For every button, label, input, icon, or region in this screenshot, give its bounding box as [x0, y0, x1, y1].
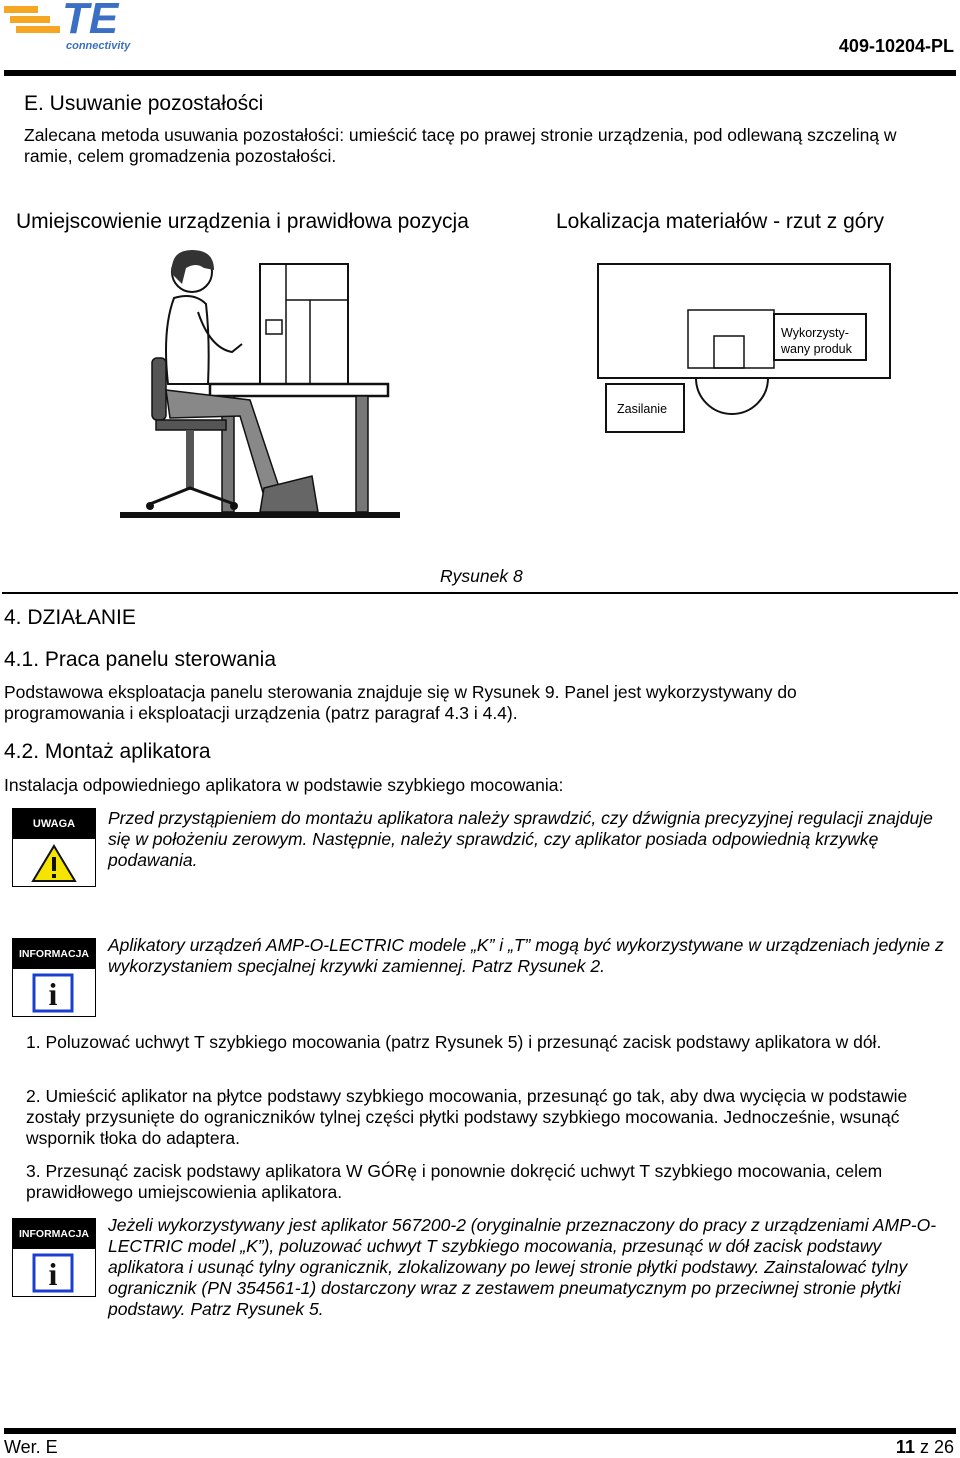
section-42-title: 4.2. Montaż aplikatora	[4, 740, 211, 763]
step-3: 3. Przesunąć zacisk podstawy aplikatora W GÓRę i ponownie dokręcić uchwyt T szybkiego mocowania, celem prawidłowego umiejscowienia aplikatora.	[26, 1161, 883, 1202]
footer-rule	[4, 1428, 956, 1434]
info-box-2	[12, 1218, 96, 1297]
section-e-title: E. Usuwanie pozostałości	[24, 92, 264, 115]
figure-caption: Rysunek 8	[440, 566, 523, 586]
header-rule	[4, 70, 956, 76]
svg-text:i: i	[48, 1256, 58, 1292]
info-label-1: INFORMACJA	[13, 939, 95, 969]
footer-revision	[4, 1437, 58, 1458]
operator-workstation-illustration	[110, 240, 410, 525]
figure-left-title: Umiejscowienie urządzenia i prawidłowa pozycja	[16, 210, 469, 233]
svg-text:i: i	[48, 976, 58, 1012]
step-2: 2. Umieścić aplikator na płytce podstawy szybkiego mocowania, przesunąć go tak, aby dwa wycięcia w podstawie zostały przysunięte do ograniczników tylnej części płytki podstawy szybkiego mocowania. Jednocześnie, wsunąć wspornik tłoka do adaptera.	[26, 1086, 908, 1148]
label-product-line-1: Wykorzysty-	[781, 326, 849, 340]
section-41-title: 4.1. Praca panelu sterowania	[4, 648, 277, 671]
footer-page-number: 11	[895, 1437, 915, 1457]
warning-triangle-icon	[31, 843, 77, 883]
doc-number: 409-10204-PL	[838, 36, 954, 56]
section-4-title: 4. DZIAŁANIE	[4, 606, 136, 629]
logo-subtitle: connectivity	[66, 40, 131, 52]
label-power-supply: Zasilanie	[617, 402, 668, 416]
footer-revision-text: Wer. E	[4, 1437, 58, 1457]
info-icon	[32, 1253, 74, 1293]
logo-wordmark: TE	[62, 0, 119, 43]
footer-page-total: z 26	[919, 1437, 954, 1457]
section-42-text: Instalacja odpowiedniego aplikatora w podstawie szybkiego mocowania:	[4, 775, 564, 795]
figure-right-title: Lokalizacja materiałów - rzut z góry	[556, 210, 884, 233]
info-icon	[32, 973, 74, 1013]
footer-page	[896, 1437, 954, 1458]
step-1: 1. Poluzować uchwyt T szybkiego mocowania (patrz Rysunek 5) i przesunąć zacisk podstawy aplikatora w dół.	[26, 1032, 882, 1052]
info-label-2: INFORMACJA	[13, 1219, 95, 1249]
info-box-1	[12, 938, 96, 1017]
label-product-line-2: wany produk	[781, 342, 852, 356]
info-text-2: Jeżeli wykorzystywany jest aplikator 567200-2 (oryginalnie przeznaczony do pracy z urządzeniami AMP-O-LECTRIC model „K”), poluzować uchwyt T szybkiego mocowania, przesunąć w dół zacisk podstawy aplikatora i usunąć tylny ogranicznik, zlokalizowany po lewej stronie płytki podstawy. Zainstalować tylny ogranicznik (PN 354561-1) dostarczony wraz z zestawem pneumatycznym po przeciwnej stronie płytki podstawy. Patrz Rysunek 5.	[108, 1215, 937, 1319]
info-text-1: Aplikatory urządzeń AMP-O-LECTRIC modele „K” i „T” mogą być wykorzystywane w urządzeniach jedynie z wykorzystaniem specjalnej krzywki zamiennej. Patrz Rysunek 2.	[108, 935, 944, 976]
te-logo	[4, 2, 140, 56]
caution-box	[12, 808, 96, 887]
caution-text: Przed przystąpieniem do montażu aplikatora należy sprawdzić, czy dźwignia precyzyjnej regulacji znajduje się w położeniu zerowym. Następnie, należy sprawdzić, czy aplikator posiada odpowiednią krzywkę podawania.	[108, 808, 933, 870]
caption-rule	[2, 592, 958, 594]
section-e-text: Zalecana metoda usuwania pozostałości: umieścić tacę po prawej stronie urządzenia, pod odlewaną szczeliną w ramie, celem gromadzenia pozostałości.	[24, 125, 897, 166]
section-41-text: Podstawowa eksploatacja panelu sterowania znajduje się w Rysunek 9. Panel jest wykorzystywany do programowania i eksploatacji urządzenia (patrz paragraf 4.3 i 4.4).	[4, 682, 797, 723]
caution-label: UWAGA	[13, 809, 95, 839]
